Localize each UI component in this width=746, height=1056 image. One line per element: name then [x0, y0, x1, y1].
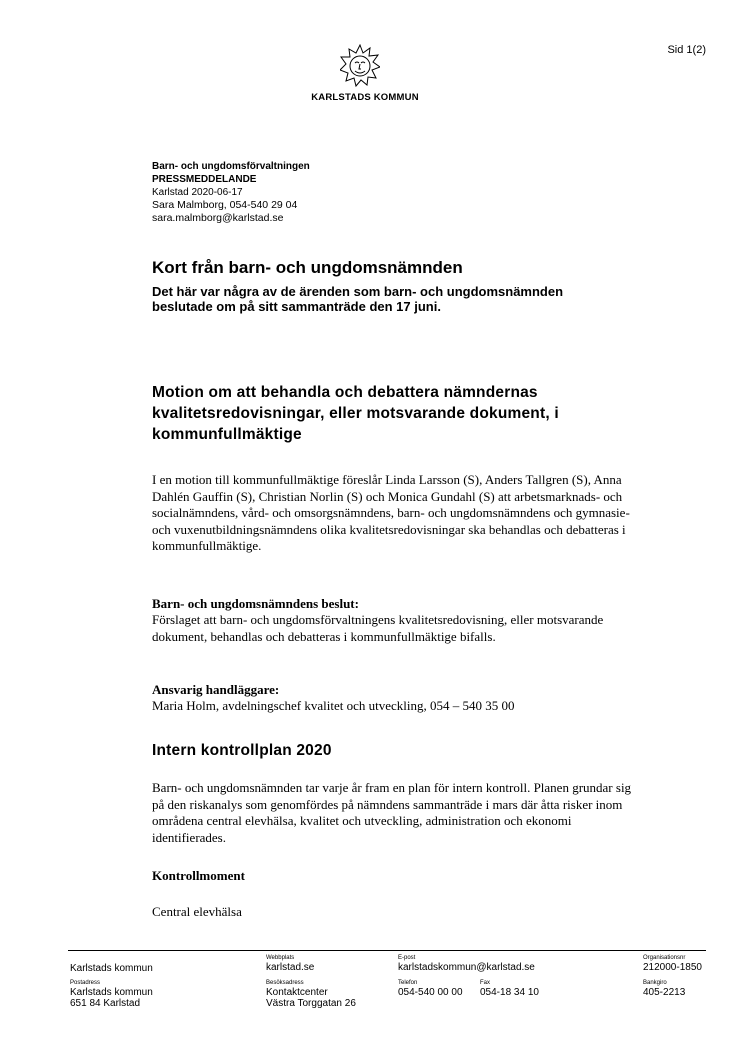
footer-web [266, 955, 314, 973]
contact-email: sara.malmborg@karlstad.se [152, 212, 284, 224]
control-heading: Kontrollmoment [152, 868, 245, 883]
footer-fax [480, 980, 539, 998]
footer-email [398, 955, 535, 973]
control-item: Central elevhälsa [152, 904, 242, 919]
footer-phone [398, 980, 463, 998]
footer-web-value: karlstad.se [266, 962, 315, 973]
handler-body: Maria Holm, avdelningschef kvalitet och utveckling, 054 – 540 35 00 [152, 698, 515, 713]
section-body-control-plan: Barn- och ungdomsnämnden tar varje år fram en plan för intern kontroll. Planen grundar sig på den riskanalys som genomfördes på nämndens sammanträde i mars där åtta risker inom områdena central elevhälsa, kvalitet och utveckling, administration och ekonomi identifierades. [152, 780, 632, 845]
footer-org-name: Karlstads kommun [70, 963, 153, 974]
logo-text: KARLSTADS KOMMUN [311, 92, 419, 103]
footer-postal-line2: 651 84 Karlstad [70, 998, 141, 1009]
lead-paragraph: Det här var några av de ärenden som barn- och ungdomsnämnden beslutade om på sitt sammanträde den 17 juni. [152, 284, 564, 314]
footer-web-label: Webbplats [266, 955, 295, 961]
decision-body: Förslaget att barn- och ungdomsförvaltningens kvalitetsredovisning, eller motsvarande dokument, behandlas och debatteras i kommunfullmäktige bifalls. [152, 612, 604, 644]
department-name: Barn- och ungdomsförvaltningen [152, 161, 310, 172]
footer-fax-value: 054-18 34 10 [480, 987, 539, 998]
footer-bankgiro-value: 405-2213 [643, 987, 686, 998]
page-title: Kort från barn- och ungdomsnämnden [152, 258, 463, 277]
section-heading-motion: Motion om att behandla och debattera nämndernas kvalitetsredovisningar, eller motsvarande dokument, i kommunfullmäktige [152, 384, 559, 443]
footer-divider [68, 950, 706, 951]
sender-block [152, 160, 310, 225]
footer-phone-label: Telefon [398, 980, 418, 986]
page-number: Sid 1(2) [667, 44, 706, 56]
footer-postal [70, 980, 153, 1009]
footer-phone-value: 054-540 00 00 [398, 987, 463, 998]
section-body-motion: I en motion till kommunfullmäktige föreslår Linda Larsson (S), Anders Tallgren (S), Anna Dahlén Gauffin (S), Christian Norlin (S) och Monica Gundahl (S) att arbetsmarknads- och socialnämndens, vård- och omsorgsnämndens, barn- och ungdomsnämndens och gymnasie- och vuxenutbildningsnämndens olika kvalitetsredovisningar ska behandlas och debatteras i kommunfullmäktige. [152, 472, 630, 553]
footer-email-label: E-post [398, 955, 416, 961]
footer-bankgiro-label: Bankgiro [643, 980, 667, 986]
footer-fax-label: Fax [480, 980, 491, 986]
section-heading-control-plan: Intern kontrollplan 2020 [152, 742, 332, 759]
contact-person: Sara Malmborg, 054-540 29 04 [152, 199, 298, 211]
footer-visit-line1: Kontaktcenter [266, 987, 328, 998]
footer-orgnr-label: Organisationsnr [643, 955, 686, 961]
footer-orgnr [643, 955, 702, 973]
place-date: Karlstad 2020-06-17 [152, 187, 243, 198]
footer-visit-line2: Västra Torggatan 26 [266, 998, 356, 1009]
document-type: PRESSMEDDELANDE [152, 174, 257, 185]
footer-orgnr-value: 212000-1850 [643, 962, 702, 973]
footer-email-value: karlstadskommun@karlstad.se [398, 962, 535, 973]
footer-postal-label: Postadress [70, 980, 101, 986]
decision-heading: Barn- och ungdomsnämndens beslut: [152, 596, 359, 611]
footer-visit-label: Besöksadress [266, 980, 304, 986]
footer-visit [266, 980, 356, 1009]
footer-bankgiro [643, 980, 685, 998]
footer-postal-line1: Karlstads kommun [70, 987, 153, 998]
handler-heading: Ansvarig handläggare: [152, 682, 280, 697]
sun-face-icon [340, 44, 380, 88]
